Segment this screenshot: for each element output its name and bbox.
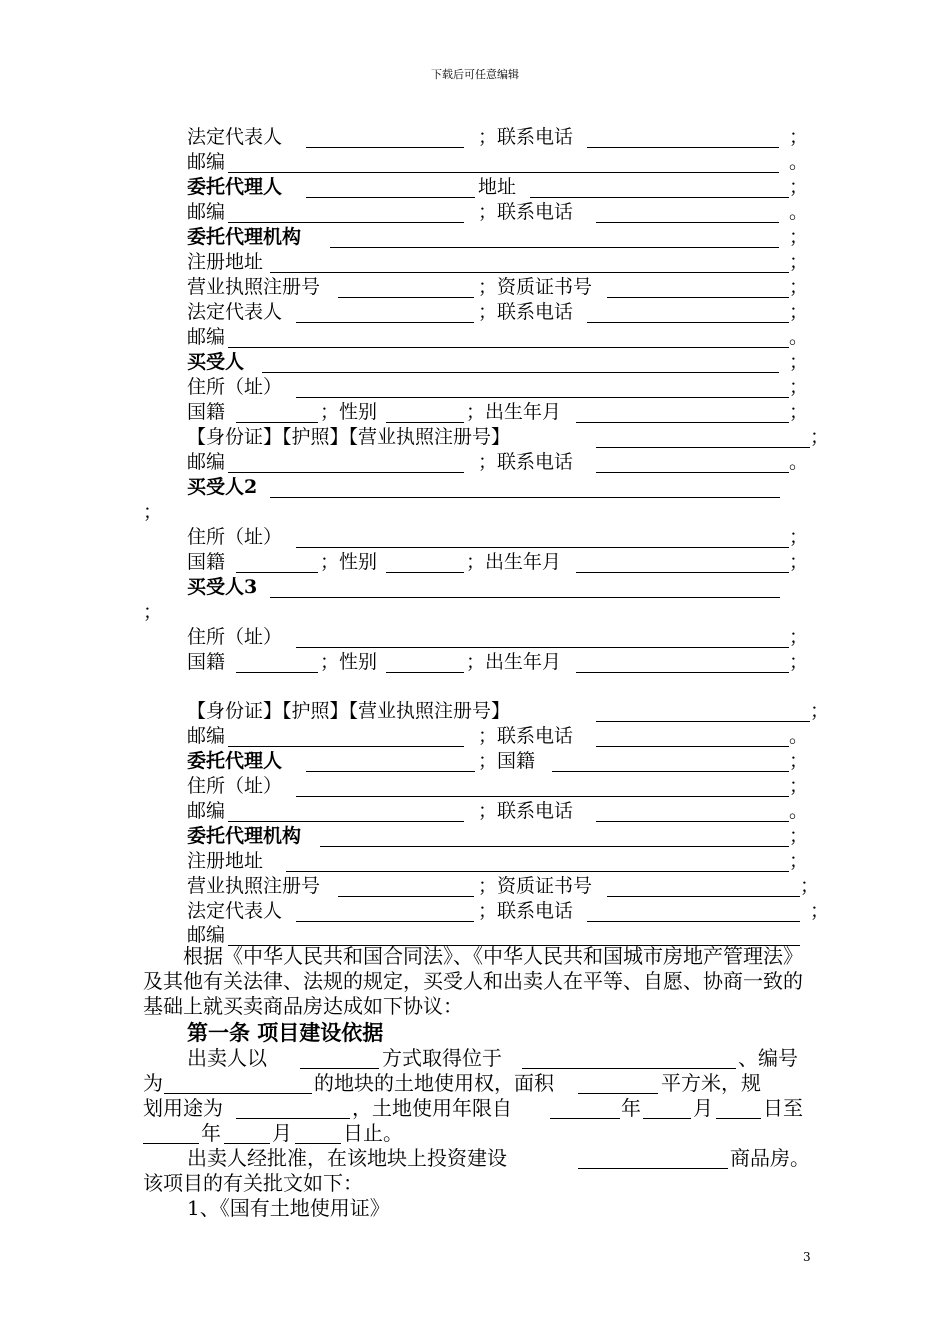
form-text: ；性别: [320, 551, 378, 573]
form-text: ；: [789, 301, 809, 323]
form-text: 营业执照注册号: [187, 875, 321, 897]
form-text: 法定代表人: [187, 126, 283, 148]
form-text: 国籍: [187, 651, 226, 673]
form-text: ；联系电话: [478, 800, 574, 822]
page-header-note: 下载后可任意编辑: [431, 68, 519, 81]
form-text: ；: [789, 176, 809, 198]
form-text: 邮编: [187, 326, 226, 348]
form-text: ；: [789, 351, 809, 373]
form-text: ；国籍: [478, 750, 536, 772]
form-text: 邮编: [187, 800, 226, 822]
form-text: 法定代表人: [187, 900, 283, 922]
form-text: 住所（址）: [187, 775, 283, 797]
intro-paragraph: 根据《中华人民共和国合同法》、《中华人民共和国城市房地产管理法》及其他有关法律、法规的规定，买受人和出卖人在平等、自愿、协商一致的基础上就买卖商品房达成如下协议：: [143, 944, 803, 1018]
form-text: 委托代理机构: [187, 825, 302, 847]
form-text: ；: [143, 601, 163, 623]
form-text: ；: [789, 551, 809, 573]
form-text: ；联系电话: [478, 451, 574, 473]
form-text: ；联系电话: [478, 900, 574, 922]
form-text: ；性别: [320, 401, 378, 423]
form-text: ；: [789, 276, 809, 298]
form-text: 【身份证】【护照】【营业执照注册号】: [187, 426, 511, 448]
form-text: ；联系电话: [478, 725, 574, 747]
form-text: ；资质证书号: [478, 276, 593, 298]
text: 出卖人以: [187, 1046, 267, 1070]
form-text: 【身份证】【护照】【营业执照注册号】: [187, 700, 511, 722]
form-text: ；: [789, 651, 809, 673]
form-text: 邮编: [187, 201, 226, 223]
text: 出卖人经批准，在该地块上投资建设: [187, 1146, 507, 1170]
form-text: ；联系电话: [478, 201, 574, 223]
form-text: 委托代理机构: [187, 226, 302, 248]
form-text: 邮编: [187, 451, 226, 473]
form-text: 国籍: [187, 551, 226, 573]
form-text: ；: [789, 251, 809, 273]
text: 商品房。: [730, 1146, 810, 1170]
text: 方式取得位于: [382, 1046, 502, 1070]
form-text: ；性别: [320, 651, 378, 673]
form-text: ；: [789, 850, 809, 872]
form-text: 邮编: [187, 924, 226, 946]
text: 为: [143, 1071, 163, 1095]
form-text: 法定代表人: [187, 301, 283, 323]
form-text: 。: [789, 326, 809, 348]
text: ，土地使用年限自: [352, 1096, 512, 1120]
form-text: 。: [789, 201, 809, 223]
form-text: 买受人2: [187, 476, 258, 498]
text: 、编号: [738, 1046, 798, 1070]
form-text: 注册地址: [187, 251, 264, 273]
text: 月: [272, 1121, 292, 1145]
form-text: ；: [789, 825, 809, 847]
form-text: 住所（址）: [187, 626, 283, 648]
text: 的地块的土地使用权，面积: [314, 1071, 554, 1095]
form-text: 。: [789, 151, 809, 173]
form-text: ；出生年月: [466, 551, 562, 573]
form-text: 买受人3: [187, 576, 258, 598]
form-text: 买受人: [187, 351, 245, 373]
page-number: 3: [803, 1250, 811, 1264]
form-text: ；: [810, 900, 830, 922]
form-text: ；联系电话: [478, 301, 574, 323]
text: 日至: [763, 1096, 803, 1120]
text: 日止。: [343, 1121, 403, 1145]
form-text: ；出生年月: [466, 651, 562, 673]
text: 划用途为: [143, 1096, 223, 1120]
form-text: 国籍: [187, 401, 226, 423]
form-text: 委托代理人: [187, 176, 283, 198]
form-text: 营业执照注册号: [187, 276, 321, 298]
article-1-title: 第一条 项目建设依据: [187, 1020, 384, 1045]
text: 年: [201, 1121, 221, 1145]
form-text: 。: [789, 800, 809, 822]
form-text: 注册地址: [187, 850, 264, 872]
form-text: 邮编: [187, 725, 226, 747]
form-text: ；: [810, 426, 830, 448]
text: 1、《国有土地使用证》: [187, 1196, 390, 1220]
form-text: 邮编: [187, 151, 226, 173]
form-text: ；出生年月: [466, 401, 562, 423]
form-text: ；: [810, 700, 830, 722]
text: 月: [693, 1096, 713, 1120]
form-text: ；: [800, 875, 820, 897]
form-text: ；: [789, 376, 809, 398]
form-text: 委托代理人: [187, 750, 283, 772]
form-text: ；: [143, 501, 163, 523]
form-text: ；: [789, 126, 809, 148]
text: 该项目的有关批文如下：: [143, 1171, 363, 1195]
text: 平方米，规: [661, 1071, 761, 1095]
text: 年: [621, 1096, 641, 1120]
form-text: 。: [789, 451, 809, 473]
form-text: ；: [789, 775, 809, 797]
form-text: 地址: [478, 176, 517, 198]
form-text: ；: [789, 226, 809, 248]
form-text: 住所（址）: [187, 376, 283, 398]
form-text: 住所（址）: [187, 526, 283, 548]
form-text: 。: [789, 725, 809, 747]
form-text: ；: [789, 626, 809, 648]
form-text: ；: [789, 401, 809, 423]
form-text: ；联系电话: [478, 126, 574, 148]
form-text: ；: [789, 526, 809, 548]
form-text: ；: [789, 750, 809, 772]
form-text: ；资质证书号: [478, 875, 593, 897]
